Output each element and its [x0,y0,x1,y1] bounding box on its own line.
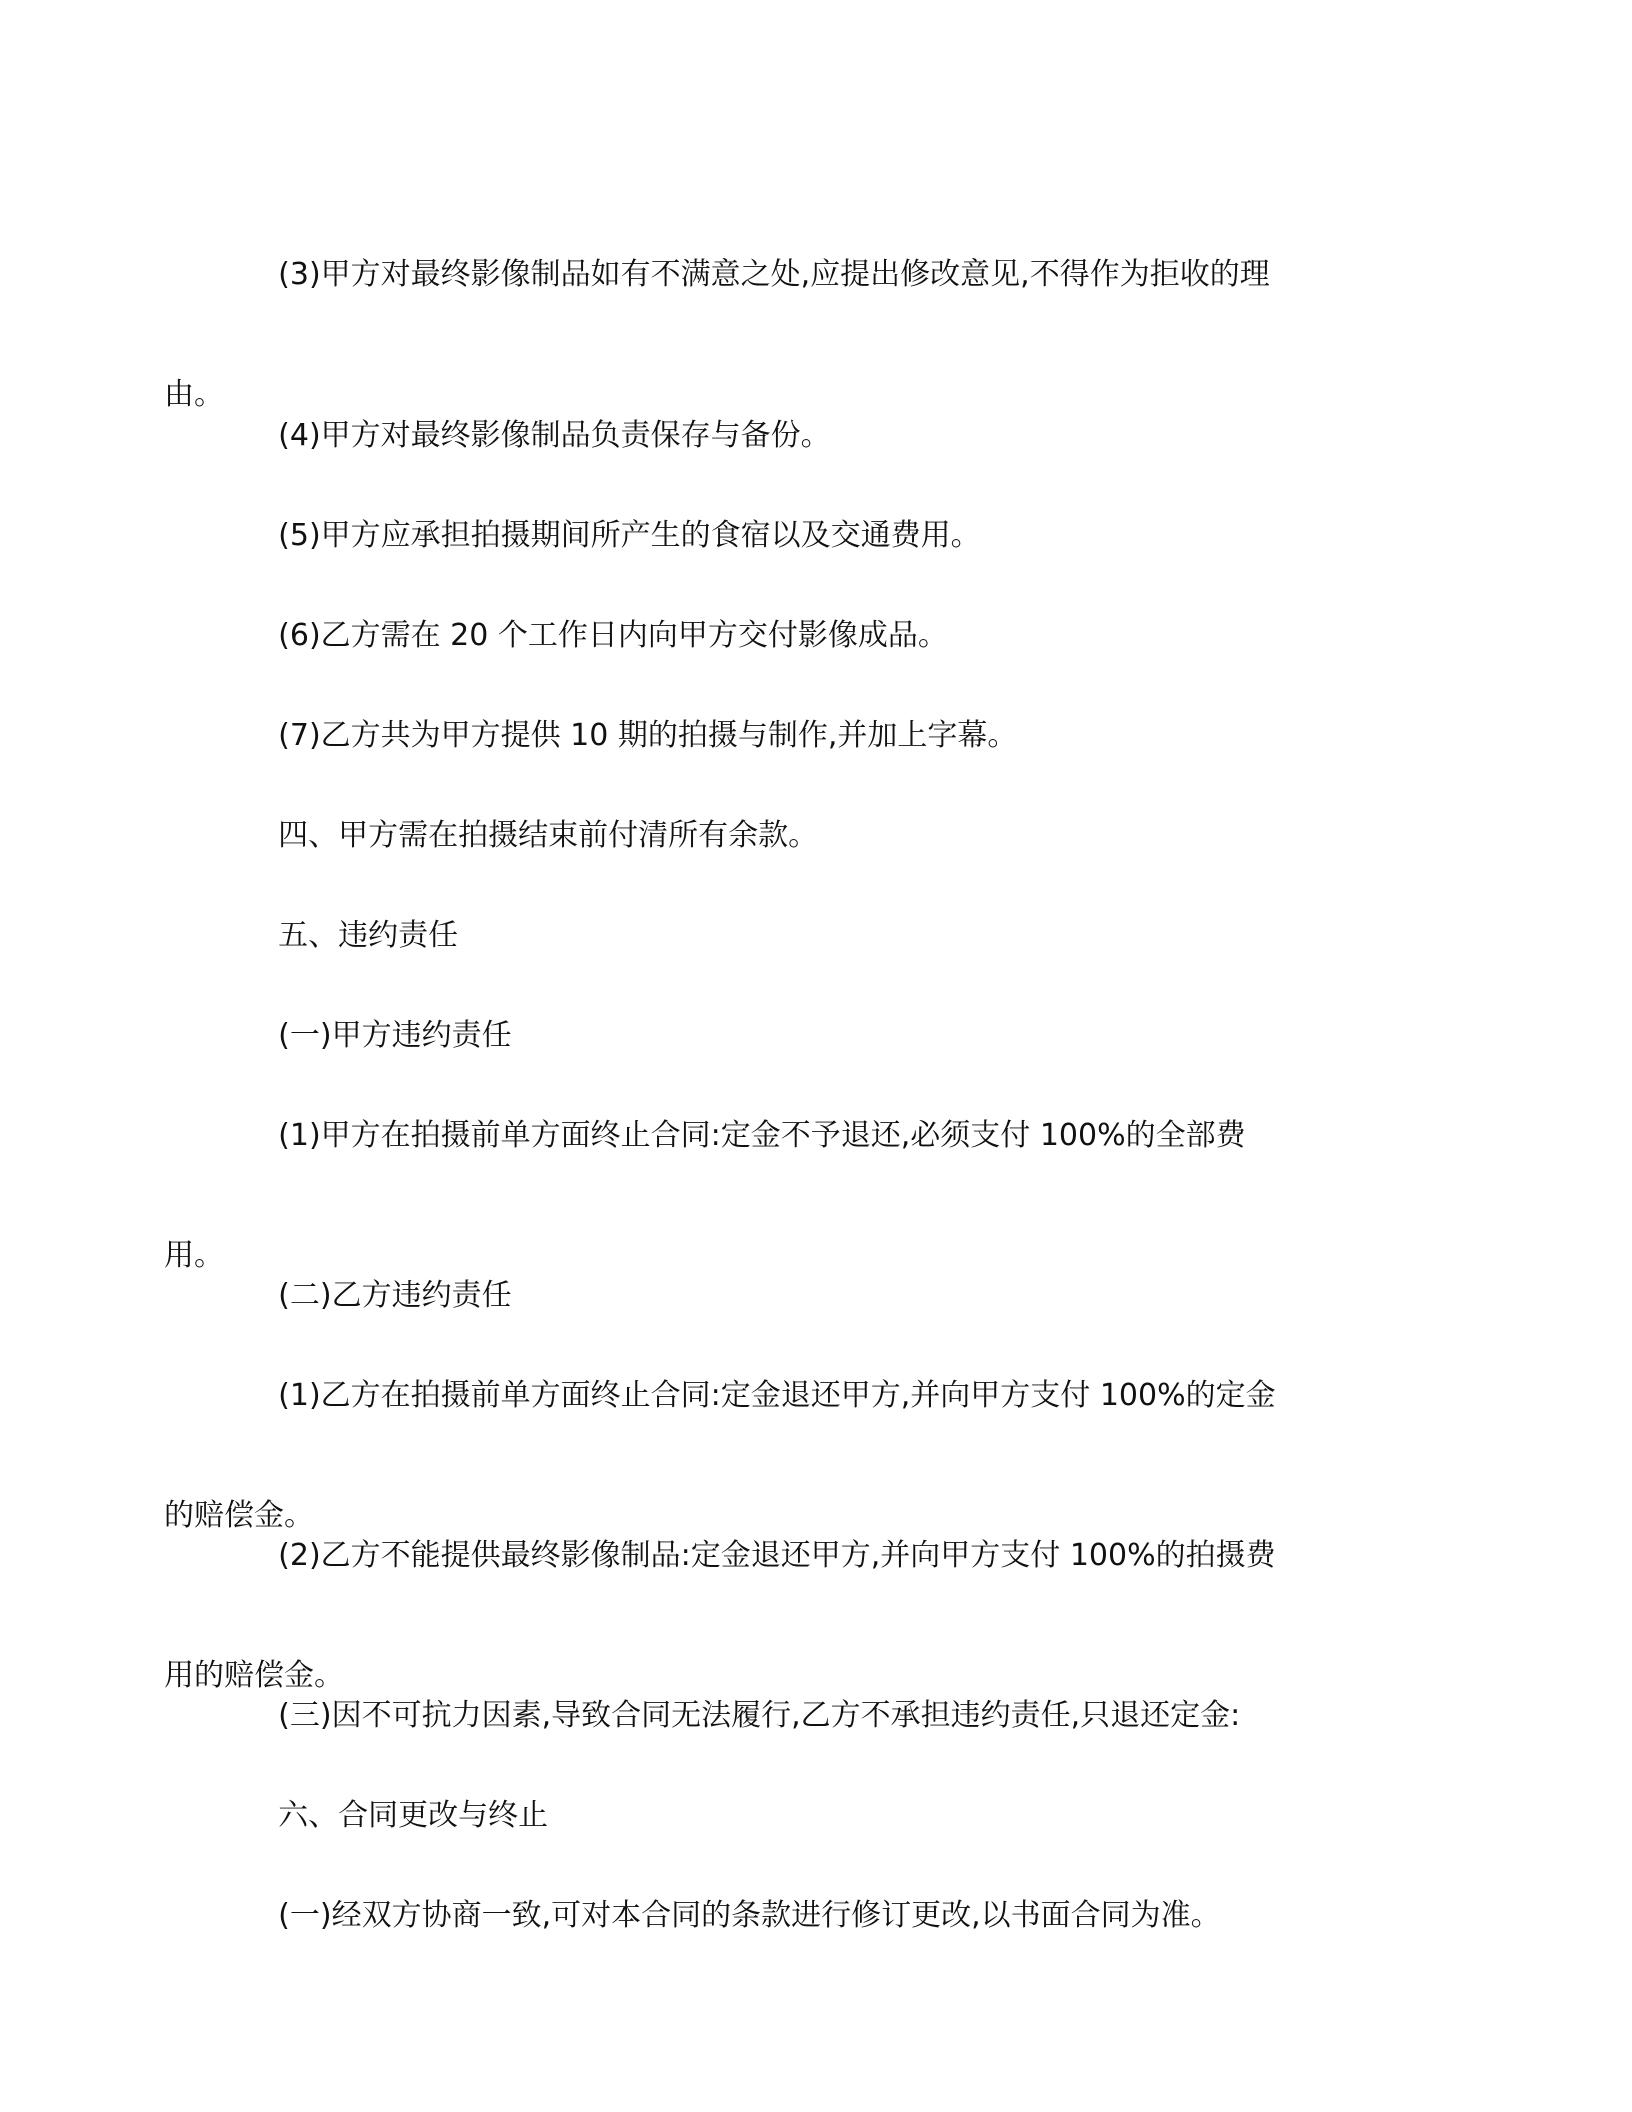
paragraph-continuation: 用。 [164,1238,224,1273]
clause-mutual-amendment [240,1826,1400,2006]
paragraph-line: (一)经双方协商一致,可对本合同的条款进行修订更改,以书面合同为准。 [278,1898,1221,1933]
paragraph-line: (三)因不可抗力因素,导致合同无法履行,乙方不承担违约责任,只退还定金: [278,1698,1241,1733]
paragraph-line: (7)乙方共为甲方提供 10 期的拍摄与制作,并加上字幕。 [278,718,1018,753]
paragraph-continuation: 的赔偿金。 [164,1498,314,1533]
paragraph-line: (1)甲方在拍摄前单方面终止合同:定金不予退还,必须支付 100%的全部费 [278,1118,1246,1153]
paragraph-line: (6)乙方需在 20 个工作日内向甲方交付影像成品。 [278,618,948,653]
paragraph-line: (3)甲方对最终影像制品如有不满意之处,应提出修改意见,不得作为拒收的理 [278,257,1270,292]
paragraph-line: (5)甲方应承担拍摄期间所产生的食宿以及交通费用。 [278,518,981,553]
subsection-heading: (二)乙方违约责任 [278,1278,512,1313]
subsection-heading: (一)甲方违约责任 [278,1018,512,1053]
paragraph-line: (2)乙方不能提供最终影像制品:定金退还甲方,并向甲方支付 100%的拍摄费 [278,1538,1276,1573]
section-heading: 六、合同更改与终止 [278,1798,549,1833]
paragraph-continuation: 由。 [164,377,224,412]
paragraph-continuation: 用的赔偿金。 [164,1658,344,1693]
paragraph-line: (1)乙方在拍摄前单方面终止合同:定金退还甲方,并向甲方支付 100%的定金 [278,1378,1276,1413]
section-heading: 四、甲方需在拍摄结束前付清所有余款。 [278,818,819,853]
section-heading: 五、违约责任 [278,918,459,953]
paragraph-line: (4)甲方对最终影像制品负责保存与备份。 [278,418,831,453]
